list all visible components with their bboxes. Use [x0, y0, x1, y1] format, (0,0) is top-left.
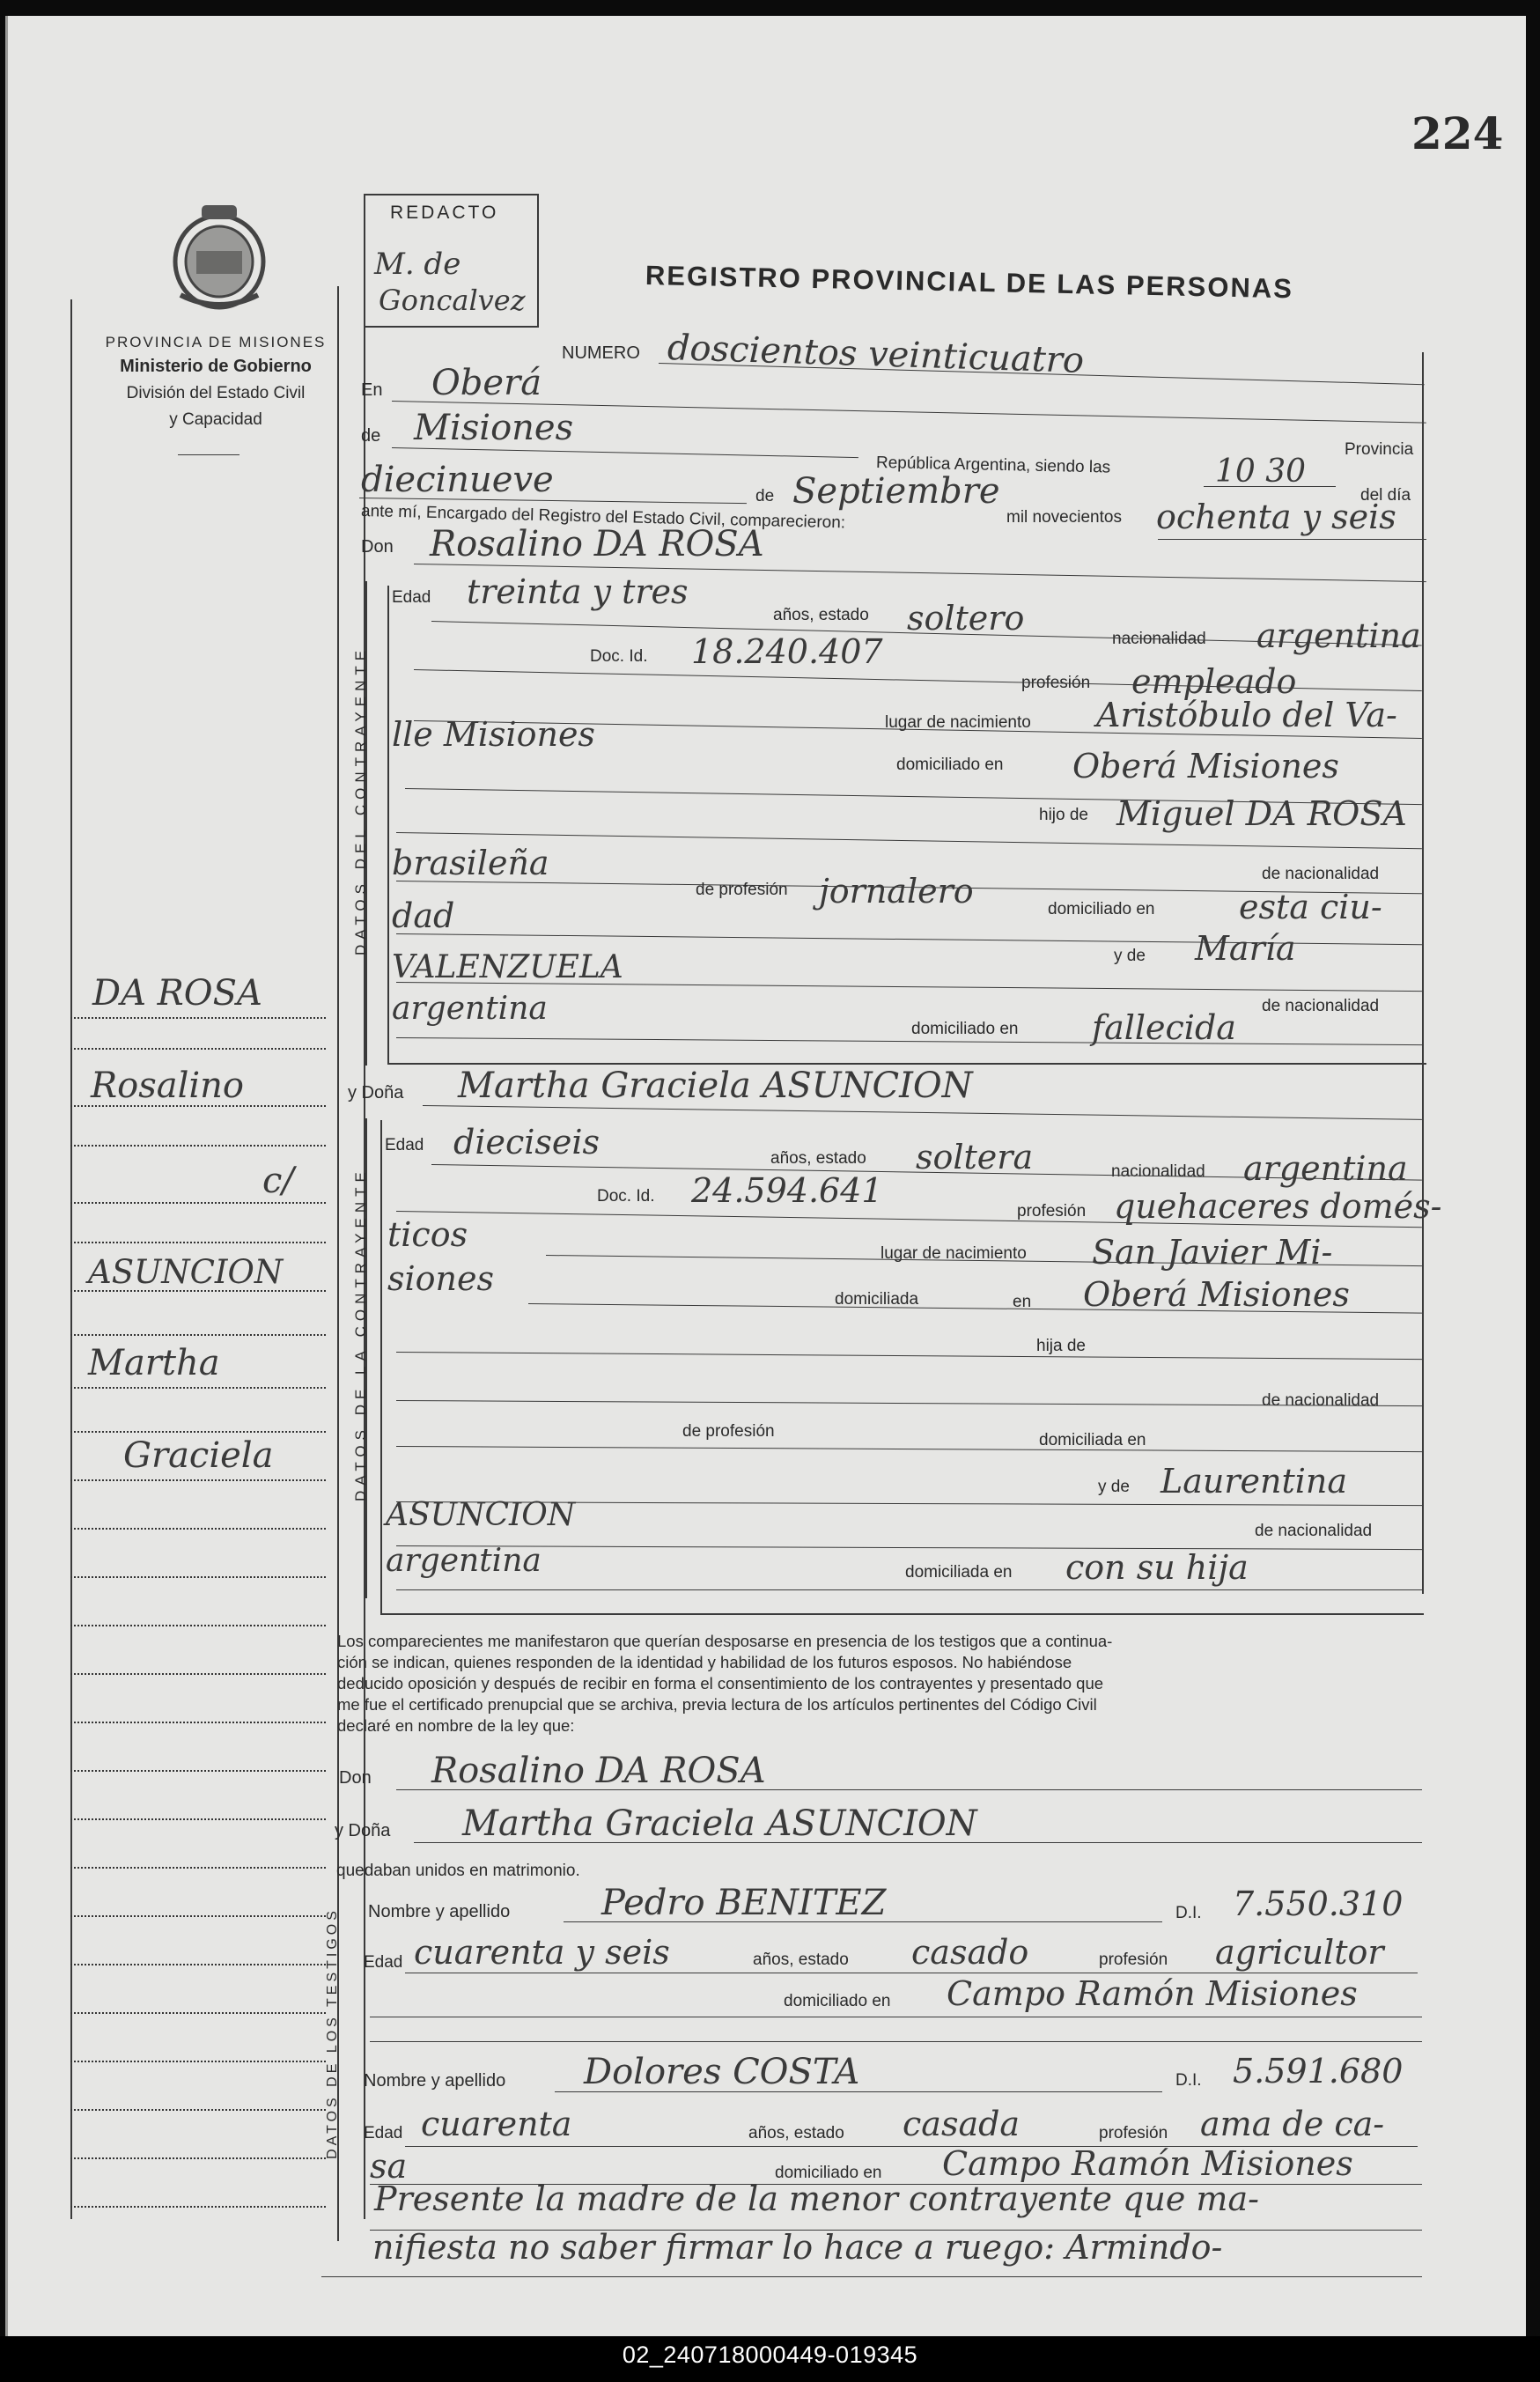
groom-madre-domicilio: fallecida: [1092, 1008, 1236, 1047]
margin-line: [70, 1334, 326, 1336]
bride-side-label: DATOS DE LA CONTRAYENTE: [352, 1167, 369, 1501]
w2-nombre-label: Nombre y apellido: [364, 2071, 506, 2091]
bride-anios-label: años, estado: [770, 1149, 866, 1168]
bride-name: Martha Graciela ASUNCION: [458, 1066, 973, 1106]
numero-label: NUMERO: [562, 343, 640, 363]
bride-profesion-label: profesión: [1017, 1202, 1087, 1220]
form-line: [321, 2276, 1422, 2277]
margin-line: [70, 1145, 326, 1147]
groom-domiciliado-en-label: domiciliado en: [1048, 900, 1155, 918]
en-label: En: [361, 380, 383, 400]
issuer-capacity: y Capacidad: [169, 410, 262, 429]
form-line: [564, 1921, 1162, 1922]
bride-profesion-2: ticos: [387, 1215, 468, 1254]
bride-en-label: en: [1013, 1293, 1032, 1311]
bride-madre-nacionalidad: argentina: [386, 1543, 542, 1579]
declaration-line-5: declaré en nombre de la ley que:: [337, 1716, 575, 1735]
groom-padre-domicilio-1: esta ciu-: [1239, 888, 1382, 926]
margin-line: [70, 1528, 326, 1530]
issuer-province: PROVINCIA DE MISIONES: [105, 334, 327, 350]
bride-nacionalidad-label: nacionalidad: [1111, 1162, 1205, 1181]
groom-madre-nacionalidad: argentina: [392, 991, 548, 1027]
margin-separator: c/: [262, 1161, 294, 1201]
de-mes-label: de: [755, 487, 775, 505]
groom-anios-label: años, estado: [773, 606, 869, 624]
bride-madre-de-nacionalidad-label: de nacionalidad: [1255, 1522, 1373, 1540]
declaration-dona-label: y Doña: [335, 1821, 391, 1840]
declaration-closing: quedaban unidos en matrimonio.: [336, 1862, 580, 1880]
groom-doc: 18.240.407: [691, 632, 883, 671]
margin-line: [70, 1673, 326, 1675]
groom-domicilio: Oberá Misiones: [1072, 747, 1339, 785]
margin-line: [70, 1431, 326, 1433]
margin-name-groom: Rosalino: [91, 1066, 245, 1106]
form-line: [370, 2041, 1422, 2042]
de-label: de: [361, 426, 381, 446]
declaration-line-1: Los comparecientes me manifestaron que querían desposarse en presencia de los testigos que a continua-: [337, 1632, 1113, 1650]
declaration-dona-value: Martha Graciela ASUNCION: [462, 1803, 977, 1844]
w1-domiciliado-label: domiciliado en: [784, 1992, 891, 2010]
margin-line: [70, 2012, 326, 2014]
margin-line: [70, 2157, 326, 2159]
note-line-2: nifiesta no saber firmar lo hace a ruego: Armindo-: [372, 2228, 1223, 2267]
note-line-1: Presente la madre de la menor contrayente que ma-: [374, 2179, 1259, 2218]
margin-line: [70, 2061, 326, 2062]
w1-nombre-label: Nombre y apellido: [368, 1902, 511, 1921]
groom-nacionalidad-label: nacionalidad: [1112, 630, 1206, 648]
groom-padre-nacionalidad: brasileña: [392, 844, 549, 882]
anio-value: ochenta y seis: [1156, 498, 1396, 536]
bride-madre-1: Laurentina: [1161, 1462, 1348, 1501]
groom-padre-domicilio-2: dad: [392, 896, 455, 935]
groom-edad: treinta y tres: [467, 572, 689, 611]
groom-madre-1: María: [1195, 929, 1296, 968]
w2-edad: cuarenta: [421, 2105, 572, 2143]
bride-domiciliada-label: domiciliada: [835, 1290, 919, 1309]
groom-name: Rosalino DA ROSA: [430, 524, 764, 564]
w2-domicilio: Campo Ramón Misiones: [942, 2144, 1353, 2183]
w2-di: 5.591.680: [1233, 2052, 1404, 2091]
left-margin-line: [70, 299, 72, 2219]
margin-line: [70, 2109, 326, 2111]
declaration-line-2: ción se indican, quienes responden de la identidad y habilidad de los futuros esposos. No habiéndose: [337, 1653, 1072, 1671]
coat-of-arms-seal-icon: [161, 200, 277, 313]
issuer-divider: [178, 454, 239, 455]
bride-estado: soltera: [916, 1138, 1034, 1176]
w1-estado: casado: [911, 1933, 1029, 1972]
w2-edad-label: Edad: [364, 2124, 403, 2142]
numero-value: doscientos veinticuatro: [667, 328, 1085, 381]
groom-padre-profesion: jornalero: [819, 872, 974, 911]
margin-line: [70, 1818, 326, 1820]
declaration-line-3: deducido oposición y después de recibir en forma el consentimiento de los contrayentes y presentado que: [337, 1674, 1104, 1692]
margin-line: [70, 1048, 326, 1050]
margin-line: [70, 2206, 326, 2208]
w1-profesion-label: profesión: [1099, 1951, 1168, 1969]
w2-estado: casada: [903, 2105, 1021, 2143]
margin-line: [70, 1867, 326, 1869]
issuer-ministry: Ministerio de Gobierno: [120, 357, 312, 376]
margin-surname-groom: DA ROSA: [92, 973, 262, 1014]
bride-madre-domiciliada-label: domiciliada en: [905, 1563, 1013, 1582]
w1-di: 7.550.310: [1233, 1884, 1404, 1923]
w2-profesion-1: ama de ca-: [1200, 2105, 1385, 2143]
hora-value: 10 30: [1215, 454, 1307, 490]
bride-madre-2: ASUNCION: [386, 1497, 576, 1533]
bride-nacionalidad: argentina: [1243, 1149, 1408, 1188]
w2-name: Dolores COSTA: [584, 2052, 860, 2092]
provincia-label: Provincia: [1345, 440, 1414, 459]
margin-line: [70, 1576, 326, 1578]
bride-profesion-1: quehaceres domés-: [1114, 1187, 1442, 1226]
form-line: [396, 1789, 1422, 1790]
form-line: [555, 2091, 1162, 2092]
form-line: [414, 1842, 1422, 1843]
bride-edad-label: Edad: [385, 1136, 424, 1154]
page-number: 224: [1411, 107, 1504, 159]
groom-lugar-label: lugar de nacimiento: [885, 713, 1031, 732]
w1-domicilio: Campo Ramón Misiones: [947, 1974, 1358, 2013]
w1-anios-label: años, estado: [753, 1951, 849, 1969]
w2-di-label: D.I.: [1175, 2071, 1202, 2090]
groom-padre: Miguel DA ROSA: [1116, 794, 1407, 833]
groom-doc-label: Doc. Id.: [590, 647, 648, 666]
form-line: [396, 1589, 1422, 1590]
declaration-don-value: Rosalino DA ROSA: [431, 1751, 766, 1791]
groom-madre-2: VALENZUELA: [392, 949, 623, 985]
margin-middle-name-bride: Graciela: [123, 1435, 274, 1476]
groom-y-de-label: y de: [1114, 947, 1146, 965]
margin-line: [70, 1625, 326, 1626]
margin-line: [70, 1242, 326, 1243]
margin-line: [70, 1915, 326, 1917]
groom-madre-domiciliado-label: domiciliado en: [911, 1020, 1019, 1038]
redacto-line2: Goncalvez: [379, 284, 526, 317]
file-label: 02_240718000449-019345: [622, 2341, 918, 2368]
groom-madre-de-nacionalidad-label: de nacionalidad: [1262, 997, 1380, 1015]
w1-profesion: agricultor: [1215, 1933, 1384, 1972]
groom-de-profesion-label: de profesión: [696, 881, 788, 899]
bride-lugar-2: siones: [387, 1259, 494, 1298]
margin-surname-bride: ASUNCION: [88, 1253, 284, 1291]
w1-di-label: D.I.: [1175, 1904, 1202, 1922]
document-title: REGISTRO PROVINCIAL DE LAS PERSONAS: [645, 260, 1294, 305]
republica-text: República Argentina, siendo las: [875, 454, 1111, 477]
bride-doc-label: Doc. Id.: [597, 1187, 655, 1206]
bride-lugar-1: San Javier Mi-: [1092, 1233, 1333, 1272]
bride-edad: dieciseis: [453, 1123, 601, 1162]
bride-madre-domicilio: con su hija: [1065, 1548, 1249, 1587]
w2-anios-label: años, estado: [748, 2124, 844, 2142]
dona-label: y Doña: [348, 1083, 404, 1103]
groom-nacionalidad: argentina: [1256, 616, 1421, 655]
groom-de-nacionalidad-label: de nacionalidad: [1262, 865, 1380, 883]
groom-hijo-label: hijo de: [1039, 806, 1088, 824]
groom-profesion: empleado: [1131, 662, 1297, 701]
margin-line: [70, 1017, 326, 1019]
w1-edad-label: Edad: [364, 1953, 403, 1972]
groom-edad-label: Edad: [392, 588, 431, 607]
issuer-division: División del Estado Civil: [126, 384, 306, 402]
bride-de-nacionalidad-label: de nacionalidad: [1262, 1391, 1380, 1410]
w1-edad: cuarenta y seis: [414, 1933, 670, 1972]
margin-name-bride: Martha: [88, 1343, 220, 1383]
w2-profesion-label: profesión: [1099, 2124, 1168, 2142]
w2-domiciliado-label: domiciliado en: [775, 2164, 882, 2182]
bride-y-de-label: y de: [1098, 1478, 1130, 1496]
bride-domicilio: Oberá Misiones: [1083, 1275, 1350, 1314]
en-value: Oberá: [431, 363, 542, 403]
w2-profesion-2: sa: [370, 2147, 408, 2186]
margin-line: [70, 1387, 326, 1389]
form-line: [1158, 539, 1426, 540]
bride-lugar-label: lugar de nacimiento: [881, 1244, 1027, 1263]
groom-lugar-1: Aristóbulo del Va-: [1096, 696, 1397, 734]
de-value: Misiones: [414, 408, 574, 448]
margin-line: [70, 1202, 326, 1204]
margin-line: [70, 1964, 326, 1965]
groom-lugar-2: lle Misiones: [392, 715, 595, 754]
margin-line: [70, 1770, 326, 1772]
declaration-line-4: me fue el certificado prenupcial que se archiva, previa lectura de los artículos pertinentes del Código Civil: [337, 1695, 1097, 1714]
bride-domiciliada-en-label: domiciliada en: [1039, 1431, 1146, 1449]
redacto-line1: M. de: [374, 247, 461, 282]
don-label: Don: [361, 537, 394, 557]
ante-mi-text: ante mí, Encargado del Registro del Estado Civil, comparecieron:: [360, 502, 846, 533]
mil-label: mil novecientos: [1006, 508, 1122, 527]
declaration-don-label: Don: [339, 1768, 372, 1788]
groom-side-label: DATOS DEL CONTRAYENTE: [352, 645, 369, 955]
margin-line: [70, 1722, 326, 1723]
mes-value: Septiembre: [792, 471, 1000, 512]
del-dia-label: del día: [1360, 486, 1411, 505]
groom-domiciliado-label: domiciliado en: [896, 756, 1004, 774]
margin-line: [70, 1479, 326, 1481]
bride-doc: 24.594.641: [691, 1171, 883, 1210]
dia-value: diecinueve: [361, 460, 554, 500]
bride-hija-label: hija de: [1036, 1337, 1086, 1355]
w1-name: Pedro BENITEZ: [601, 1883, 887, 1923]
groom-estado: soltero: [907, 599, 1025, 638]
witnesses-side-label: DATOS DE LOS TESTIGOS: [325, 1907, 340, 2159]
bride-de-profesion-label: de profesión: [682, 1422, 775, 1441]
redacto-label: REDACTO: [390, 203, 499, 223]
groom-profesion-label: profesión: [1021, 674, 1091, 692]
